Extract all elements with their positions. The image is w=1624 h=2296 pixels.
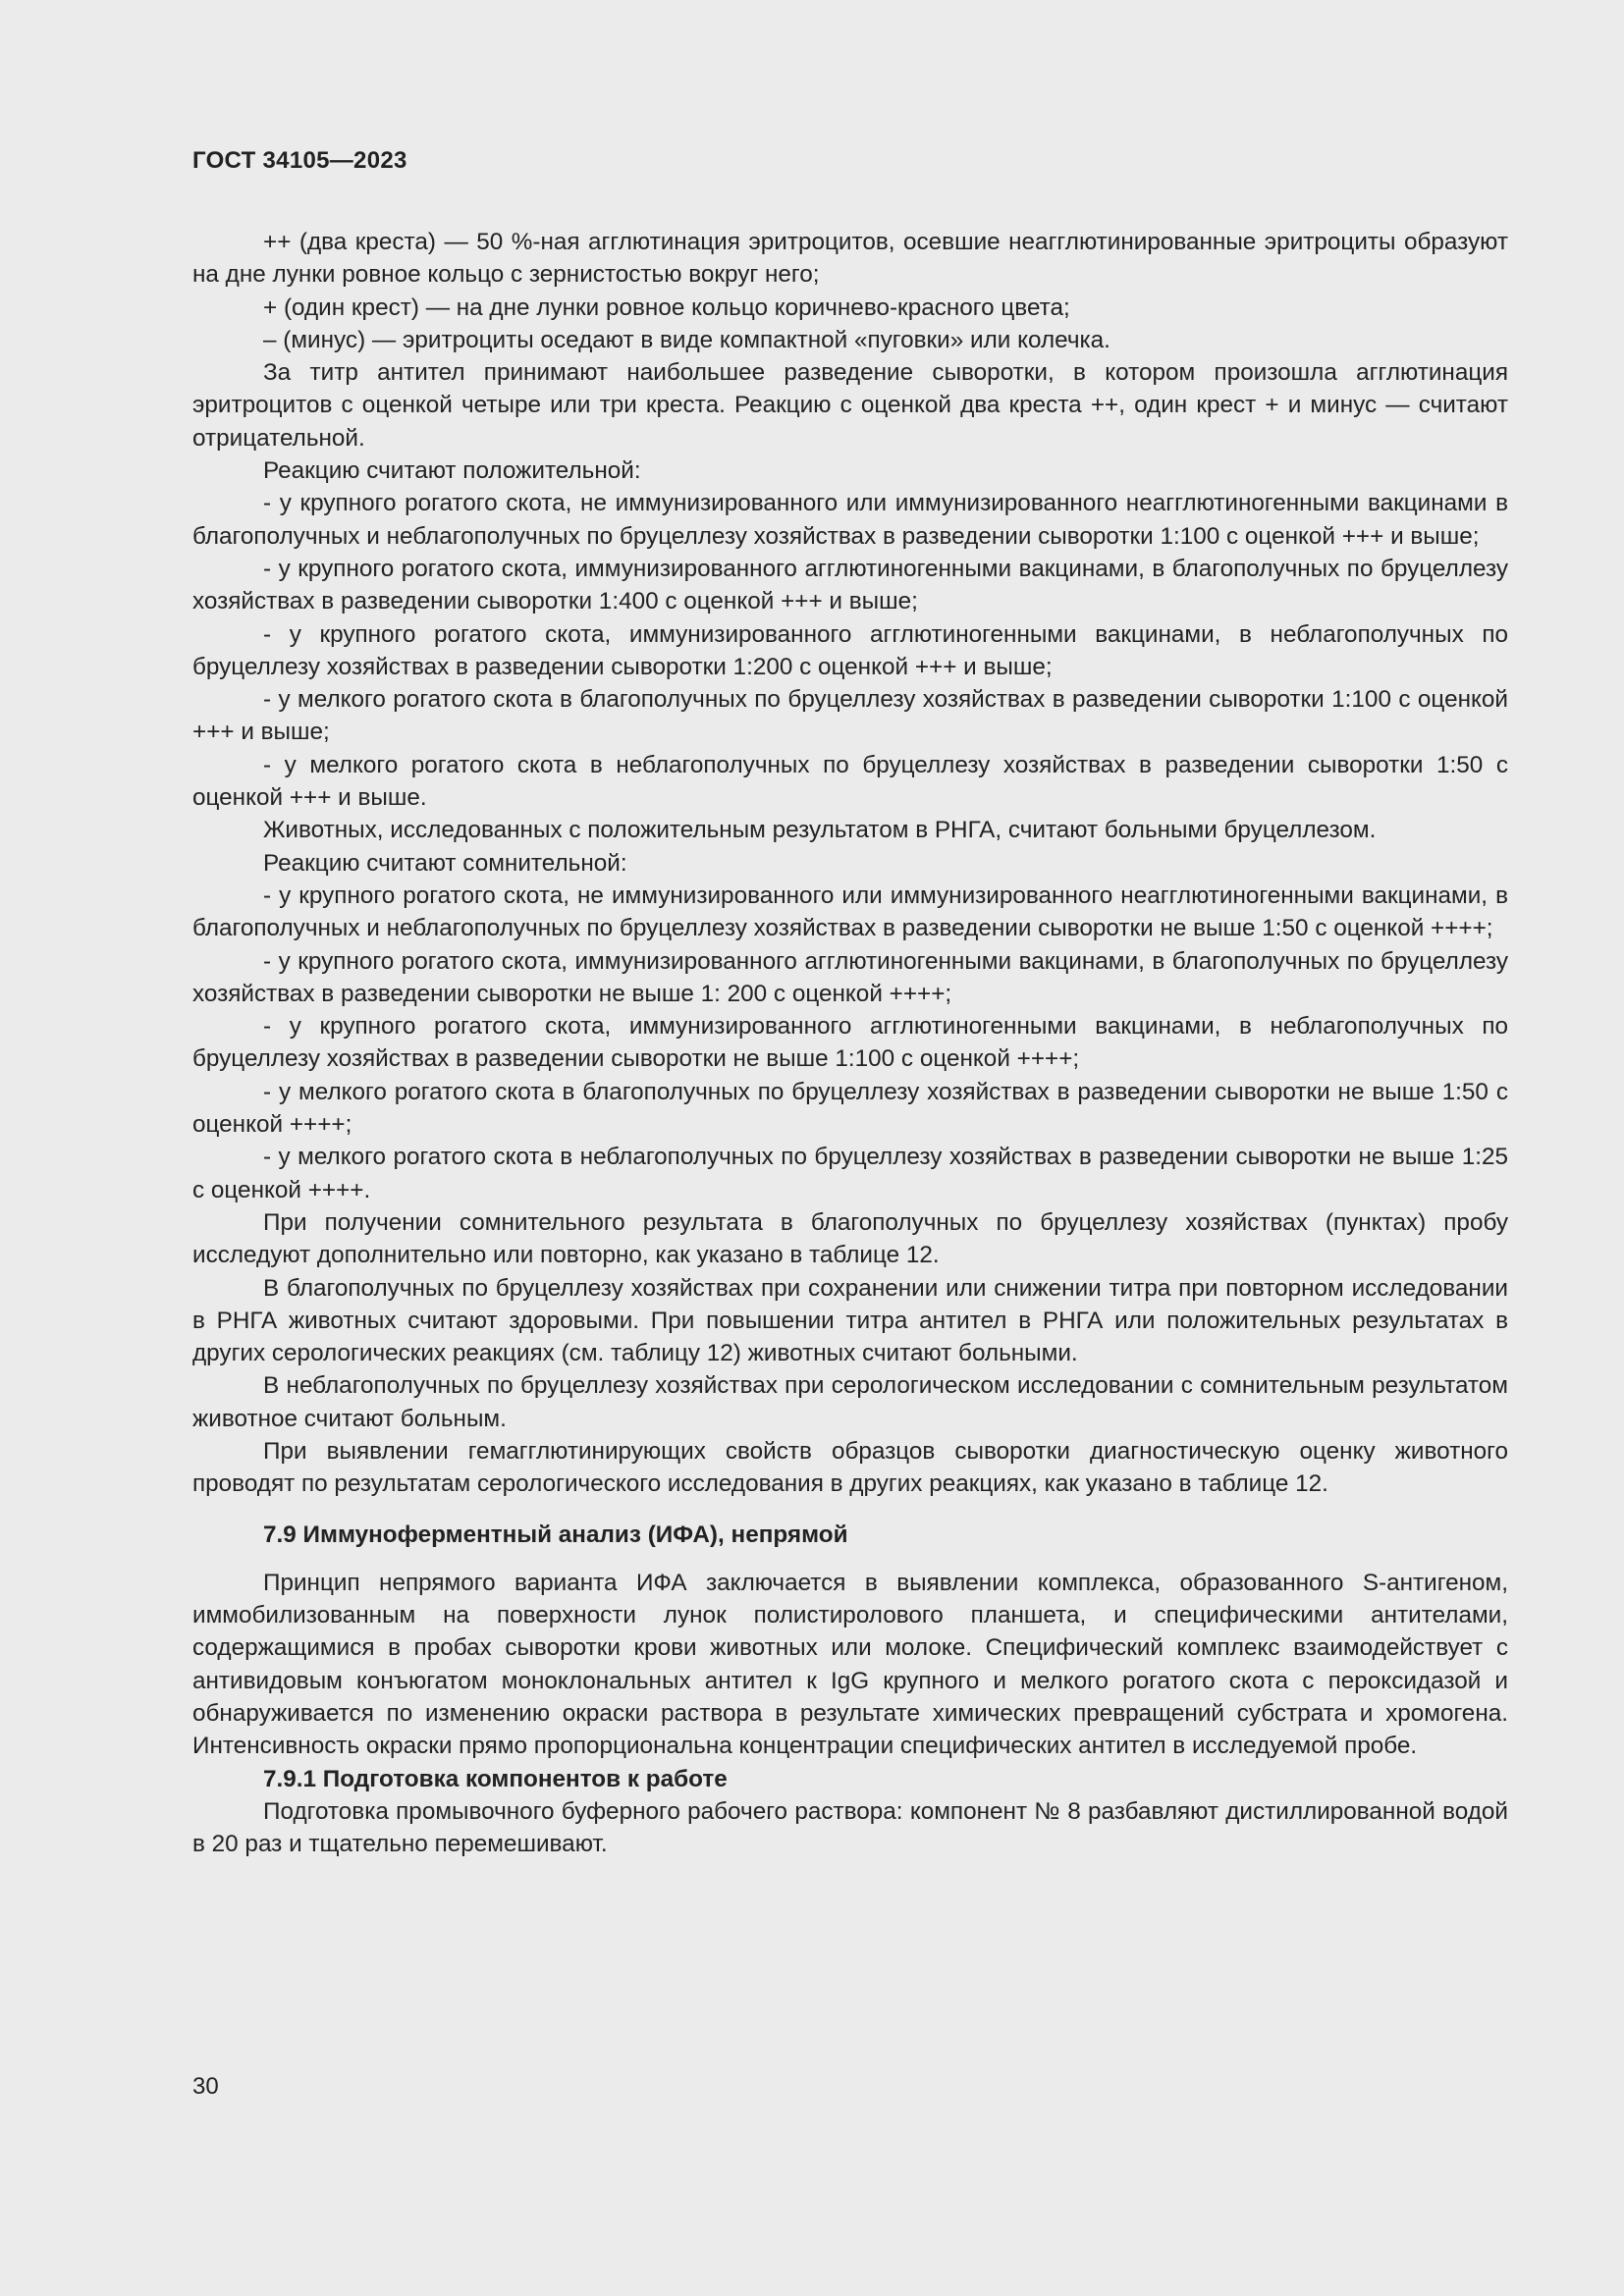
list-item: - у крупного рогатого скота, иммунизированного агглютиногенными вакцинами, в неблагополучных по бруцеллезу хозяйствах в разведении сыворотки 1:200 с оценкой +++ и выше; [192, 620, 1508, 680]
subsection-heading-7-9-1: 7.9.1 Подготовка компонентов к работе [263, 1765, 728, 1792]
list-item: - у крупного рогатого скота, иммунизированного агглютиногенными вакцинами, в благополучных по бруцеллезу хозяйствах в разведении сыворотки 1:400 с оценкой +++ и выше; [192, 555, 1508, 615]
paragraph: В благополучных по бруцеллезу хозяйствах при сохранении или снижении титра при повторном исследовании в РНГА животных считают здоровыми. При повышении титра антител в РНГА или положительных результатах в других серологических реакциях (см. таблицу 12) животных считают больными. [192, 1274, 1508, 1367]
paragraph: Реакцию считают сомнительной: [263, 849, 627, 877]
section-heading-7-9: 7.9 Иммуноферментный анализ (ИФА), непрямой [263, 1521, 848, 1548]
paragraph: Подготовка промывочного буферного рабочего раствора: компонент № 8 разбавляют дистиллированной водой в 20 раз и тщательно перемешивают. [192, 1797, 1508, 1858]
paragraph: При получении сомнительного результата в благополучных по бруцеллезу хозяйствах (пунктах) пробу исследуют дополнительно или повторно, как указано в таблице 12. [192, 1208, 1508, 1269]
paragraph: При выявлении гемагглютинирующих свойств образцов сыворотки диагностическую оценку животного проводят по результатам серологического исследования в других реакциях, как указано в таблице 12. [192, 1437, 1508, 1498]
paragraph: Животных, исследованных с положительным результатом в РНГА, считают больными бруцеллезом. [263, 817, 1377, 844]
running-header: ГОСТ 34105—2023 [192, 147, 407, 174]
list-item: - у крупного рогатого скота, не иммунизированного или иммунизированного неагглютиногенными вакцинами, в благополучных и неблагополучных по бруцеллезу хозяйствах в разведении сыворотки не выше 1:50 с оценкой ++++; [192, 881, 1508, 942]
list-item: - у мелкого рогатого скота в благополучных по бруцеллезу хозяйствах в разведении сыворотки 1:100 с оценкой +++ и выше; [192, 686, 1508, 746]
list-item: - у крупного рогатого скота, иммунизированного агглютиногенными вакцинами, в неблагополучных по бруцеллезу хозяйствах в разведении сыворотки не выше 1:100 с оценкой ++++; [192, 1013, 1508, 1073]
list-item: - у крупного рогатого скота, не иммунизированного или иммунизированного неагглютиногенными вакцинами в благополучных и неблагополучных по бруцеллезу хозяйствах в разведении сыворотки 1:100 с оценкой +++ и выше; [192, 490, 1508, 550]
paragraph: За титр антител принимают наибольшее разведение сыворотки, в котором произошла агглютинация эритроцитов с оценкой четыре или три креста. Реакцию с оценкой два креста ++, один крест + и минус — считают отрицательной. [192, 359, 1508, 452]
list-item: - у мелкого рогатого скота в неблагополучных по бруцеллезу хозяйствах в разведении сыворотки 1:50 с оценкой +++ и выше. [192, 751, 1508, 812]
list-item: - у крупного рогатого скота, иммунизированного агглютиногенными вакцинами, в благополучных по бруцеллезу хозяйствах в разведении сыворотки не выше 1: 200 с оценкой ++++; [192, 947, 1508, 1007]
paragraph: + (один крест) — на дне лунки ровное кольцо коричнево-красного цвета; [263, 294, 1070, 321]
list-item: - у мелкого рогатого скота в благополучных по бруцеллезу хозяйствах в разведении сыворотки не выше 1:50 с оценкой ++++; [192, 1078, 1508, 1139]
page-number: 30 [192, 2073, 219, 2100]
list-item: - у мелкого рогатого скота в неблагополучных по бруцеллезу хозяйствах в разведении сыворотки не выше 1:25 с оценкой ++++. [192, 1144, 1508, 1203]
paragraph: Принцип непрямого варианта ИФА заключается в выявлении комплекса, образованного S-антигеном, иммобилизованным на поверхности лунок полистиролового планшета, и специфическими антителами, содержащимися в пробах сыворотки крови животных или молоке. Специфический комплекс взаимодействует с антивидовым конъюгатом моноклональных антител к IgG крупного и мелкого рогатого скота с пероксидазой и обнаруживается по изменению окраски раствора в результате химических превращений субстрата и хромогена. Интенсивность окраски прямо пропорциональна концентрации специфических антител в исследуемой пробе. [192, 1569, 1508, 1760]
paragraph: – (минус) — эритроциты оседают в виде компактной «пуговки» или колечка. [263, 326, 1110, 353]
paragraph: Реакцию считают положительной: [263, 457, 641, 485]
paragraph: ++ (два креста) — 50 %-ная агглютинация эритроцитов, осевшие неагглютинированные эритроциты образуют на дне лунки ровное кольцо с зернистостью вокруг него; [192, 229, 1508, 289]
section-rnga-results [192, 226, 1508, 1501]
body-text [192, 226, 1508, 1861]
paragraph: В неблагополучных по бруцеллезу хозяйствах при серологическом исследовании с сомнительным результатом животное считают больным. [192, 1372, 1508, 1432]
